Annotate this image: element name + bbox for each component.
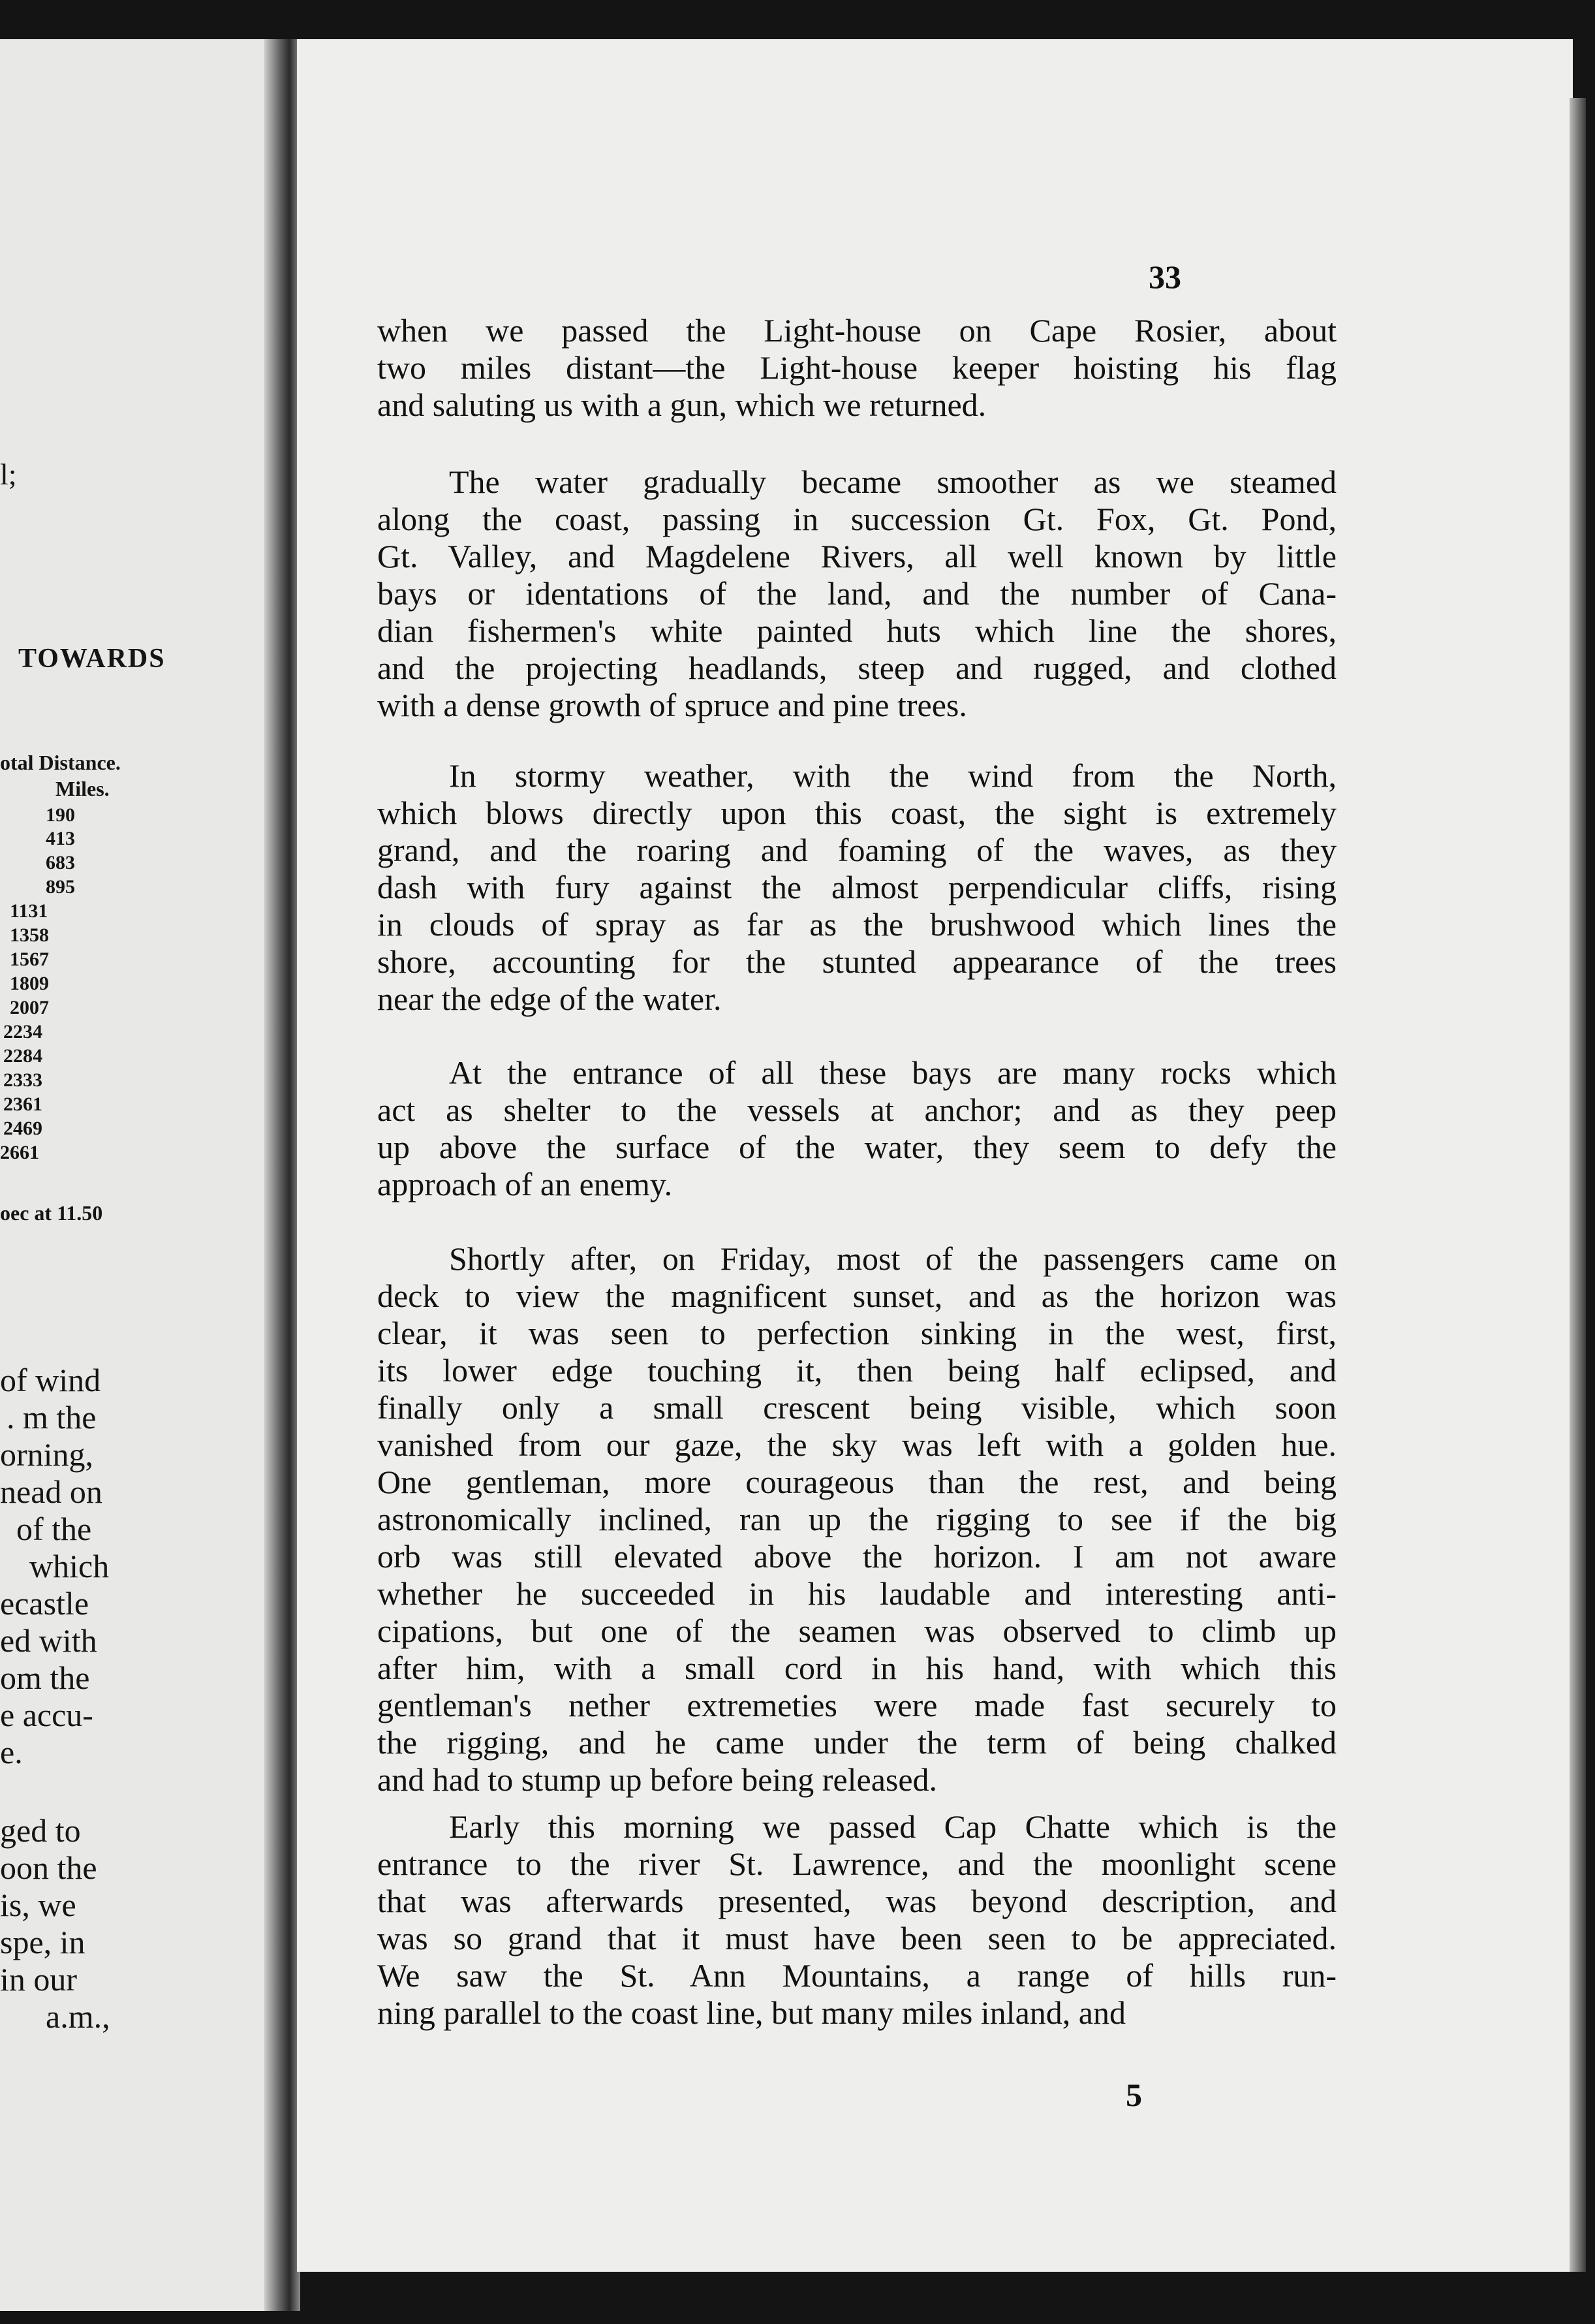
paragraph-line: with a dense growth of spruce and pine trees. — [377, 687, 967, 723]
paragraph-line: and saluting us with a gun, which we returned. — [377, 386, 987, 423]
paragraph-line: which blows directly upon this coast, the sight is extremely — [377, 794, 1337, 831]
paragraph-line: near the edge of the water. — [377, 981, 722, 1017]
book-gutter — [264, 39, 300, 2311]
paragraph-first-line: The water gradually became smoother as we steamed — [449, 463, 1337, 500]
paragraph-first-line: Shortly after, on Friday, most of the passengers came on — [449, 1240, 1337, 1277]
left-line: oon the — [0, 1849, 97, 1886]
paragraph-line: up above the surface of the water, they seem to defy the — [377, 1129, 1337, 1165]
paragraph-line: finally only a small crescent being visible, which soon — [377, 1389, 1337, 1426]
paragraph-line: approach of an enemy. — [377, 1166, 673, 1202]
paragraph-line: We saw the St. Ann Mountains, a range of hills run- — [377, 1957, 1337, 1994]
paragraph-line: and the projecting headlands, steep and rugged, and clothed — [377, 650, 1337, 686]
paragraph-line: the rigging, and he came under the term of being chalked — [377, 1724, 1337, 1761]
left-line: 1567 — [10, 949, 49, 970]
paragraph-line: bays or identations of the land, and the number of Cana- — [377, 575, 1337, 612]
left-line: om the — [0, 1659, 90, 1696]
paragraph-line: entrance to the river St. Lawrence, and the moonlight scene — [377, 1845, 1337, 1882]
left-line: otal Distance. — [0, 751, 121, 774]
left-line: of wind — [0, 1362, 101, 1398]
left-line: oec at 11.50 — [0, 1201, 103, 1225]
left-line: 895 — [46, 876, 75, 898]
left-line: Miles. — [55, 777, 110, 800]
paragraph-line: astronomically inclined, ran up the rigging to see if the big — [377, 1501, 1337, 1537]
page-edge — [1570, 98, 1586, 2272]
paragraph-line: ning parallel to the coast line, but many miles inland, and — [377, 1994, 1126, 2031]
paragraph-line: deck to view the magnificent sunset, and as the horizon was — [377, 1278, 1337, 1314]
paragraph-line: grand, and the roaring and foaming of the waves, as they — [377, 832, 1337, 868]
left-line: spe, in — [0, 1924, 85, 1960]
left-line: in our — [0, 1961, 78, 1998]
left-line: 2007 — [10, 997, 49, 1018]
left-line: 2284 — [3, 1045, 42, 1067]
paragraph-line: and had to stump up before being released. — [377, 1761, 938, 1798]
paragraph-line: act as shelter to the vessels at anchor; and as they peep — [377, 1091, 1337, 1128]
left-line: . m the — [7, 1399, 97, 1436]
left-line: 413 — [46, 828, 75, 849]
left-line: l; — [0, 458, 17, 491]
paragraph-line: after him, with a small cord in his hand, with which this — [377, 1650, 1337, 1686]
signature-mark: 5 — [1126, 2077, 1142, 2113]
paragraph-line: that was afterwards presented, was beyond description, and — [377, 1883, 1337, 1919]
left-line: 2234 — [3, 1021, 42, 1043]
paragraph-line: shore, accounting for the stunted appearance of the trees — [377, 943, 1337, 980]
left-line: ed with — [0, 1622, 97, 1659]
left-line: ecastle — [0, 1585, 89, 1622]
left-line: 2661 — [0, 1142, 39, 1163]
paragraph-line: gentleman's nether extremeties were made fast securely to — [377, 1687, 1337, 1723]
paragraph-first-line: when we passed the Light-house on Cape Rosier, about — [377, 312, 1337, 349]
paragraph-first-line: At the entrance of all these bays are many rocks which — [449, 1054, 1337, 1091]
left-line: ged to — [0, 1812, 81, 1849]
paragraph-line: dash with fury against the almost perpendicular cliffs, rising — [377, 869, 1337, 905]
left-line: of the — [16, 1511, 92, 1547]
paragraph-line: two miles distant—the Light-house keeper hoisting his flag — [377, 349, 1337, 386]
paragraph-first-line: In stormy weather, with the wind from the North, — [449, 757, 1337, 794]
left-line: e. — [0, 1734, 23, 1770]
paragraph-line: dian fishermen's white painted huts which line the shores, — [377, 612, 1337, 649]
paragraph-line: along the coast, passing in succession Gt. Fox, Gt. Pond, — [377, 501, 1337, 537]
left-line: 683 — [46, 852, 75, 873]
paragraph-line: cipations, but one of the seamen was observed to climb up — [377, 1612, 1337, 1649]
paragraph-line: vanished from our gaze, the sky was left with a golden hue. — [377, 1426, 1337, 1463]
paragraph-line: in clouds of spray as far as the brushwood which lines the — [377, 906, 1337, 943]
paragraph-line: was so grand that it must have been seen to be appreciated. — [377, 1920, 1337, 1956]
paragraph-line: orb was still elevated above the horizon. I am not aware — [377, 1538, 1337, 1575]
left-line: a.m., — [46, 1998, 110, 2035]
current-page — [297, 39, 1573, 2272]
previous-page — [0, 39, 274, 2311]
paragraph-line: Gt. Valley, and Magdelene Rivers, all well known by little — [377, 538, 1337, 574]
left-line: is, we — [0, 1887, 76, 1923]
paragraph-line: whether he succeeded in his laudable and interesting anti- — [377, 1575, 1337, 1612]
left-line: 190 — [46, 804, 75, 826]
paragraph-first-line: Early this morning we passed Cap Chatte which is the — [449, 1808, 1337, 1845]
left-line: 1358 — [10, 924, 49, 946]
paragraph-line: its lower edge touching it, then being half eclipsed, and — [377, 1352, 1337, 1389]
left-line: 1809 — [10, 973, 49, 994]
left-line: which — [29, 1548, 110, 1584]
left-line: orning, — [0, 1436, 94, 1473]
paragraph-line: One gentleman, more courageous than the rest, and being — [377, 1464, 1337, 1500]
left-line: TOWARDS — [18, 644, 166, 674]
left-line: 2333 — [3, 1069, 42, 1091]
left-line: nead on — [0, 1473, 102, 1510]
left-line: 2469 — [3, 1118, 42, 1139]
page-number: 33 — [1149, 259, 1181, 295]
left-line: 2361 — [3, 1093, 42, 1115]
left-line: 1131 — [10, 900, 48, 922]
paragraph-line: clear, it was seen to perfection sinking in the west, first, — [377, 1315, 1337, 1351]
left-line: e accu- — [0, 1697, 93, 1733]
